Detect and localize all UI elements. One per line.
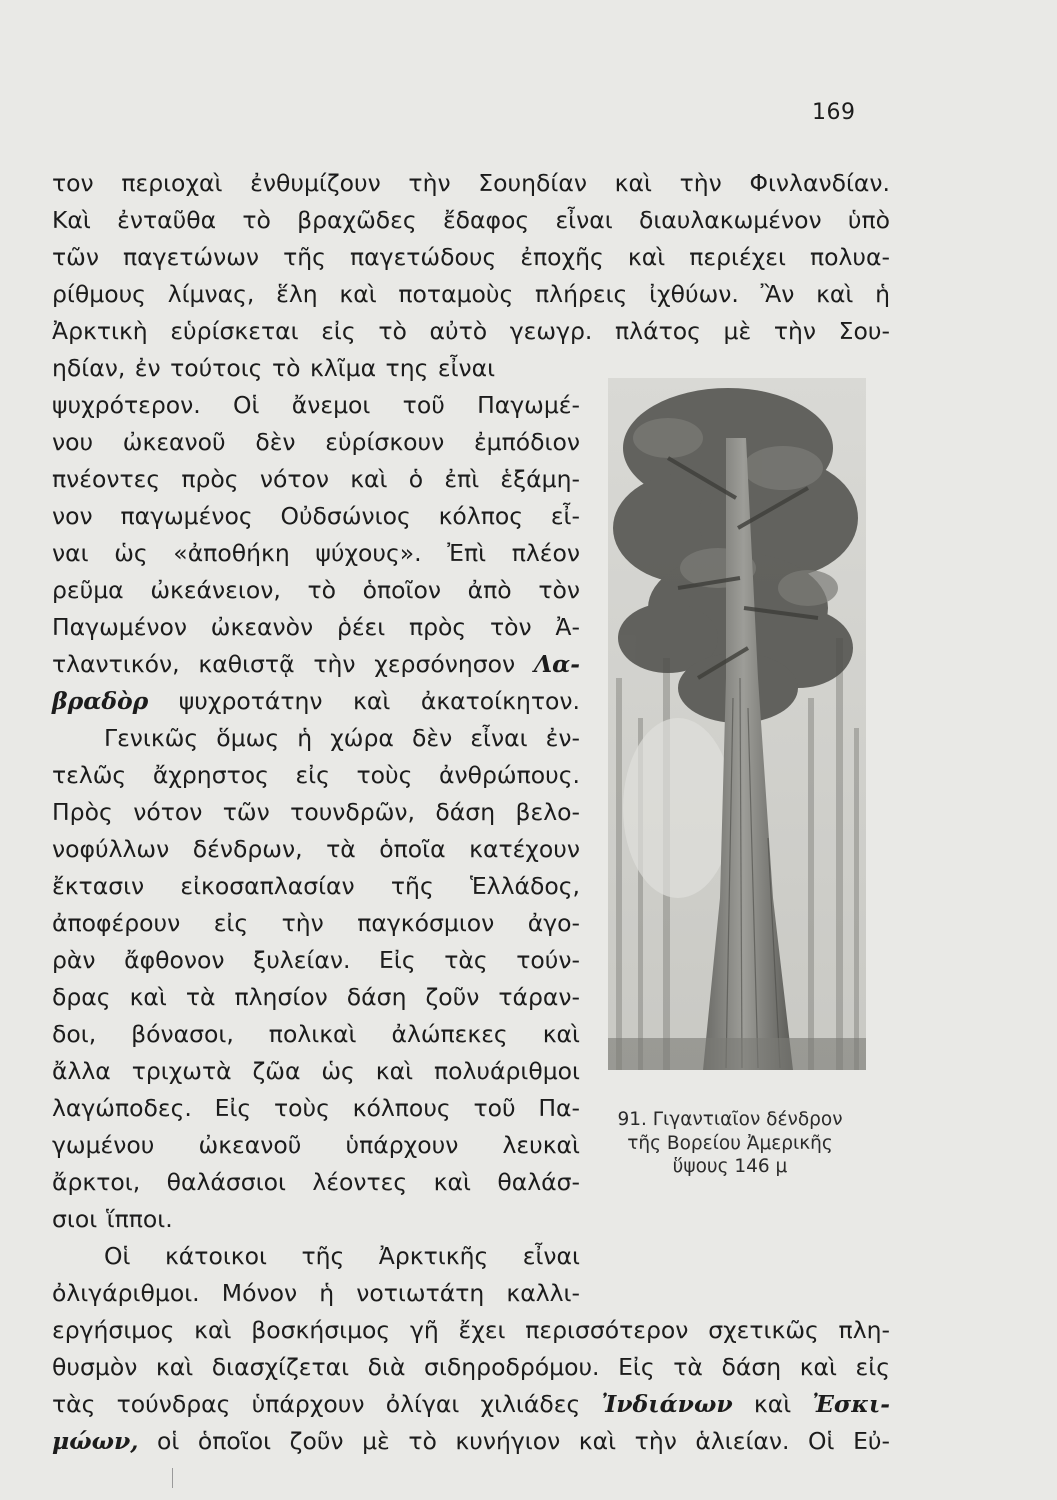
text-line: ψυχρότερον. Οἱ ἄνεμοι τοῦ Παγωμέ- [52, 391, 580, 419]
text-line: νου ὠκεανοῦ δὲν εὑρίσκουν ἐμπόδιον [52, 428, 580, 456]
text-line: γωμένου ὠκεανοῦ ὑπάρχουν λευκαὶ [52, 1131, 580, 1159]
figure-caption [580, 1108, 880, 1179]
text-run: καὶ [732, 1390, 813, 1418]
text-line: τῶν παγετώνων τῆς παγετώδους ἐποχῆς καὶ περιέχει πολυα- [52, 243, 890, 271]
text-line: Οἱ κάτοικοι τῆς Ἀρκτικῆς εἶναι [104, 1242, 580, 1270]
text-run: τλαντικόν, καθιστᾷ τὴν χερσόνησον [52, 650, 534, 678]
text-line: ηδίαν, ἐν τούτοις τὸ κλῖμα της εἶναι [52, 354, 496, 382]
text-line: ἀποφέρουν εἰς τὴν παγκόσμιον ἀγο- [52, 909, 580, 937]
text-line: ἔκτασιν εἰκοσαπλασίαν τῆς Ἑλλάδος, [52, 872, 580, 900]
text-line: τον περιοχαὶ ἐνθυμίζουν τὴν Σουηδίαν καὶ τὴν Φινλανδίαν. [52, 169, 890, 197]
text-line: ρίθμους λίμνας, ἕλη καὶ ποταμοὺς πλήρεις ἰχθύων. Ἂν καὶ ἡ [52, 280, 890, 308]
text-run: ψυχροτάτην καὶ ἀκατοίκητον. [148, 687, 580, 715]
caption-line: ὕψους 146 μ [672, 1156, 788, 1178]
people-name-indians: Ἰνδιάνων [601, 1390, 733, 1418]
place-name-labrador: βραδὸρ [52, 687, 149, 715]
text-line: λαγώποδες. Εἰς τοὺς κόλπους τοῦ Πα- [52, 1094, 580, 1122]
text-line: ρὰν ἄφθονον ξυλείαν. Εἰς τὰς τούν- [52, 946, 580, 974]
text-line: σιοι ἵπποι. [52, 1205, 173, 1233]
text-line: ρεῦμα ὠκεάνειον, τὸ ὁποῖον ἀπὸ τὸν [52, 576, 580, 604]
text-line: ὀλιγάριθμοι. Μόνον ἡ νοτιωτάτη καλλι- [52, 1279, 580, 1307]
text-line: Πρὸς νότον τῶν τουνδρῶν, δάση βελο- [52, 798, 580, 826]
text-line: νον παγωμένος Οὐδσώνιος κόλπος εἶ- [52, 502, 580, 530]
caption-line: 91. Γιγαντιαῖον δένδρον [617, 1109, 843, 1130]
text-run: τὰς τούνδρας ὑπάρχουν ὀλίγαι χιλιάδες [52, 1390, 602, 1418]
people-name-eskimos: Ἐσκι- [812, 1390, 890, 1418]
place-name-labrador: Λα- [533, 650, 580, 678]
caption-line: τῆς Βορείου Ἀμερικῆς [627, 1132, 833, 1154]
text-run: οἱ ὁποῖοι ζοῦν μὲ τὸ κυνήγιον καὶ τὴν ἁλιείαν. Οἱ Εὐ- [138, 1427, 890, 1455]
text-line: ἄρκτοι, θαλάσσιοι λέοντες καὶ θαλάσ- [52, 1168, 580, 1196]
text-line: Παγωμένον ὠκεανὸν ῥέει πρὸς τὸν Ἀ- [52, 613, 580, 641]
text-line: δοι, βόνασοι, πολικαὶ ἀλώπεκες καὶ [52, 1020, 580, 1048]
text-line: νοφύλλων δένδρων, τὰ ὁποῖα κατέχουν [52, 835, 580, 863]
text-line: τελῶς ἄχρηστος εἰς τοὺς ἀνθρώπους. [52, 761, 580, 789]
text-line: ἄλλα τριχωτὰ ζῶα ὡς καὶ πολυάριθμοι [52, 1057, 580, 1085]
text-line: δρας καὶ τὰ πλησίον δάση ζοῦν τάραν- [52, 983, 580, 1011]
text-line: εργήσιμος καὶ βοσκήσιμος γῆ ἔχει περισσότερον σχετικῶς πλη- [52, 1316, 890, 1344]
margin-mark [172, 1468, 173, 1488]
text-line [52, 650, 580, 678]
text-line [52, 687, 580, 715]
page-number: 169 [812, 100, 856, 125]
text-line: Ἀρκτικὴ εὑρίσκεται εἰς τὸ αὐτὸ γεωγρ. πλάτος μὲ τὴν Σου- [52, 317, 890, 345]
text-line: ναι ὡς «ἀποθήκη ψύχους». Ἐπὶ πλέον [52, 539, 580, 567]
text-line [52, 1390, 890, 1418]
text-line: πνέοντες πρὸς νότον καὶ ὁ ἐπὶ ἑξάμη- [52, 465, 580, 493]
text-line: Καὶ ἐνταῦθα τὸ βραχῶδες ἔδαφος εἶναι διαυλακωμένον ὑπὸ [52, 206, 890, 234]
text-line: Γενικῶς ὅμως ἡ χώρα δὲν εἶναι ἐν- [104, 724, 580, 752]
people-name-eskimos: μώων, [52, 1427, 139, 1455]
text-line: θυσμὸν καὶ διασχίζεται διὰ σιδηροδρόμου. Εἰς τὰ δάση καὶ εἰς [52, 1353, 890, 1381]
text-line [52, 1427, 890, 1455]
tree-photograph [608, 378, 866, 1070]
